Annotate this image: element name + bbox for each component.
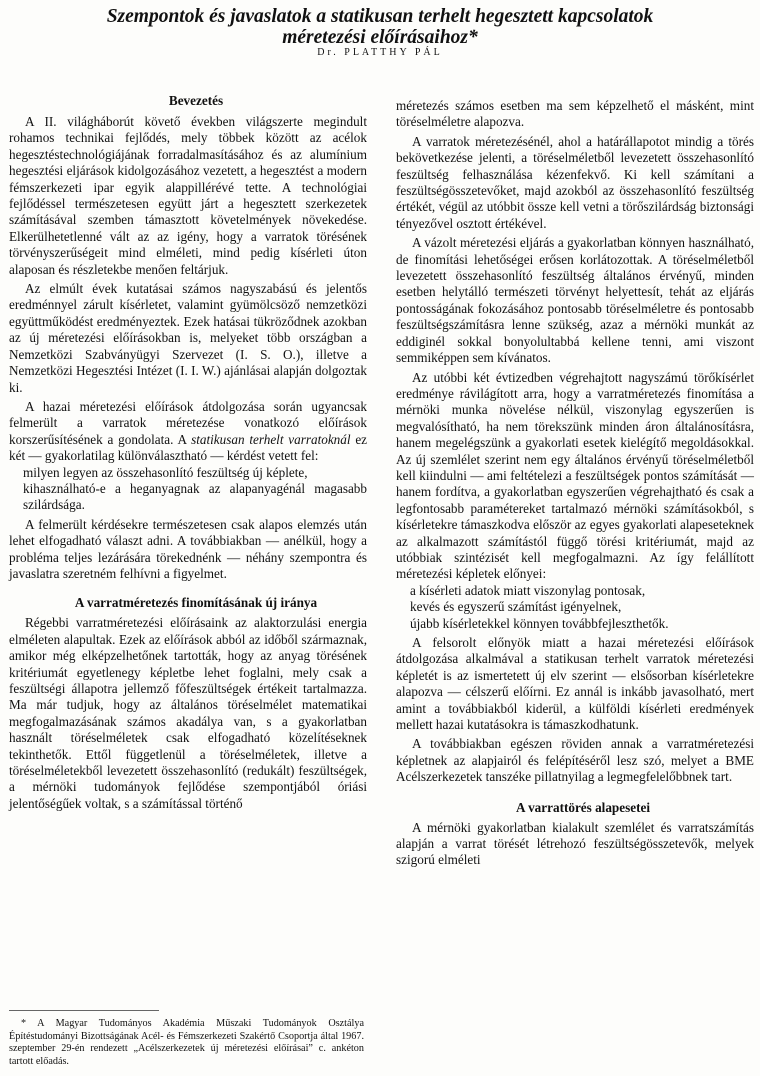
footnote-text: * A Magyar Tudományos Akadémia Műszaki Tudományok Osztálya Építéstudományi Bizottságának Acél- és Fémszerkezeti Szakértő Csoportja által 1967. szeptember 29-én rendezett „Acélszerkezetek új méretezési előírásai” c. ankéton tartott előadás.	[9, 1018, 364, 1067]
list-item: milyen legyen az összehasonlító feszültség új képlete,	[23, 464, 308, 480]
list-item: a kísérleti adatok miatt viszonylag pontosak,	[410, 582, 646, 598]
section-heading-bevezetes: Bevezetés	[168, 93, 224, 108]
text-run: A hazai méretezési előírások átdolgozása során ugyancsak felmerült a varratok méretezése vonatkozó előírások korszerűsítésének a gondolata. A	[9, 398, 367, 447]
paragraph: A továbbiakban egészen röviden annak a varratméretezési képletnek az alapjairól és felépítéséről lesz szó, melyet a BME Acélszerkezetek tanszéke pillatnyilag a legmegfelelőbbnek tart.	[396, 736, 754, 785]
title-line-1: Szempontok és javaslatok a statikusan terhelt hegesztett kapcsolatok	[106, 6, 654, 27]
italic-phrase: statikusan terhelt varratoknál	[191, 431, 351, 447]
left-column	[9, 93, 367, 812]
paragraph	[9, 399, 367, 465]
article-title	[40, 6, 720, 48]
right-column	[396, 98, 754, 869]
list-item: kevés és egyszerű számítást igényelnek,	[410, 599, 622, 615]
author: Dr. PLATTHY PÁL	[317, 47, 443, 58]
paragraph: A felsorolt előnyök miatt a hazai méretezési előírások átdolgozása alkalmával a statikusan terhelt varratok méretezési képletét is az ismertetett új elv szerint — elsősorban kísérletekre alapozva — célszerű előírni. Ez annál is inkább javasolható, mert amint a továbbiakból kiderül, a külföldi kísérleti eredmények mellett hazai kutatásokra is támaszkodhatunk.	[396, 635, 754, 733]
footnote-rule	[9, 1010, 159, 1011]
paragraph: A mérnöki gyakorlatban kialakult szemlélet és varratszámítás alapján a varrat törését létrehozó feszültségösszetevők, melyek szigorú elméleti	[396, 819, 754, 868]
paragraph: A varratok méretezésénél, ahol a határállapotot mindig a törés bekövetkezése jelenti, a töréselméletből levezetett összehasonlító feszültség felhasználása kézenfekvő. Ki kell számítani a feszültségösszetevőket, majd azokból az összehasonlító feszültség értékét, végül az utóbbit össze kell vetni a törőszilárdság biztonsági tényezővel osztott értékével.	[396, 133, 754, 231]
footnote	[9, 1018, 364, 1068]
section-heading-finomitas: A varratméretezés finomításának új iránya	[74, 595, 318, 611]
paragraph: A felmerült kérdésekre természetesen csak alapos elemzés után lehet elfogadható választ adni. A továbbiakban — anélkül, hogy a probléma teljes lezárására törekednénk — néhány szempontra és javaslatra szeretném felhívni a figyelmet.	[9, 516, 367, 581]
list-item: kihasználható-e a heganyagnak az alapanyagénál magasabb szilárdsága.	[23, 480, 367, 513]
title-line-2: méretezési előírásaihoz*	[282, 27, 478, 48]
paragraph: Az elmúlt évek kutatásai számos nagyszabású és jelentős eredménnyel zárult kísérletet, valamint gyümölcsöző nemzetközi együttműködést eredményeztek. Ezek hatásai tükröződnek azokban az új méretezési előírásokban is, melyeket több országban a Nemzetközi Szabványügyi Szervezet (I. S. O.), illetve a Nemzetközi Hegesztési Intézet (I. I. W.) ajánlásai alapján dolgoztak ki.	[9, 281, 367, 395]
paragraph: Az utóbbi két évtizedben végrehajtott nagyszámú törőkísérlet eredménye rávilágított arra, hogy a varratméretezés finomítása a mérnöki munka növelése nélkül, viszonylag egyszerűen is megvalósítható, ha nem törekszünk minden áron általánosításra, hanem megelégszünk a gyakorlati esetek kielégítő megoldásokkal. Az új szemlélet szerint nem egy általános érvényű töréselméletből kell kiindulni — ami feltételezi a feszültségek pontos számítását — hanem fordítva, a gyakorlatban egyszerűen végrehajtható és csak a legfontosabb paramétereket tartalmazó mérnöki számításokból, s kísérletekre támaszkodva először az egyes gyakorlati alapeseteknek az alkalmazott számítástól függő törési kritériumát, majd az utóbbiak szintézisét kell megfogalmazni. Az így felállított méretezési képletek előnyei:	[396, 369, 754, 582]
paragraph: A II. világháborút követő években világszerte megindult rohamos technikai fejlődés, mely többek között az acélok hegesztéstechnológiájának forradalmasításához és az alumínium hegesztési eljárások kidolgozásához vezetett, a hegesztést a modern fémszerkezeti ipar egyik alappillérévé tette. A technológiai fejlődéssel természetesen együtt járt a hegesztett szerkezetek számításával szemben támasztott követelmények növekedése. Elkerülhetetlenné vált az az igény, hogy a varratok törésének törvényszerűségeit mind elméleti, mind pedig kísérleti úton alaposan és részletekbe menően feltárjuk.	[9, 114, 367, 277]
list-item: újabb kísérletekkel könnyen továbbfejleszthetők.	[410, 615, 669, 631]
text-run: ez két — gyakorlatilag különválasztható — kérdést vetett fel:	[9, 431, 368, 464]
paragraph: méretezés számos esetben ma sem képzelhető el másként, mint töréselméletre alapozva.	[396, 98, 754, 130]
section-heading-alapesetei: A varrattörés alapesetei	[515, 799, 651, 815]
paragraph: Régebbi varratméretezési előírásaink az alaktorzulási energia elméleten alapultak. Ezek az előírások abból az időből származnak, amikor még elképzelhetőnek tartották, hogy az anyag törésének kritériumát egyetlenegy képletbe lehet foglalni, mely csak a feszültségi állapotra jellemző főfeszültségek értékeit tartalmazza. Ma már tudjuk, hogy az általános töréselmélet matematikai megfogalmazásának számos akadálya van, s a gyakorlatban használt töréselméletek csak elfogadható közelítéseknek tekinthetők. Ettől függetlenül a töréselméletek, illetve a töréselméletekből levezetett összehasonlító (redukált) feszültségek, a mérnöki tudományok fejlődése szempontjából óriási jelentőségűek voltak, s a számítással történő	[9, 615, 367, 811]
paragraph: A vázolt méretezési eljárás a gyakorlatban könnyen használható, de finomítási lehetőségei erősen korlátozottak. A töréselméletből levezetett összehasonlító feszültség általános érvényű, minden esetben helytálló természeti törvényt helyettesít, tehát az eljárás pontosságának fokozásához pontosabb töréselméletre és pontosabb feszültségszámításra lenne szükség, azaz a mérnöki munkát az eddiginél sokkal bonyolultabbá kellene tenni, ami viszont semmiképpen sem kívánatos.	[396, 235, 754, 366]
